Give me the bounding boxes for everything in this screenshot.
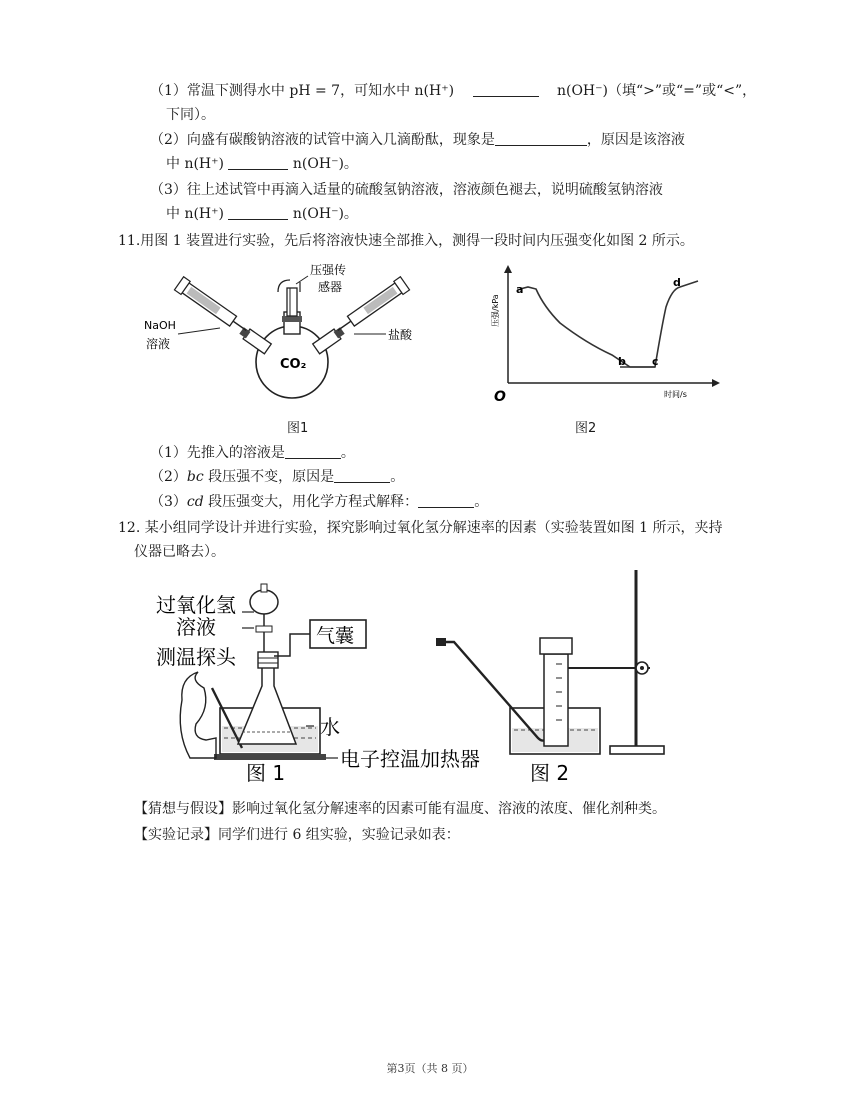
hypothesis-tag: 【猜想与假设】 xyxy=(134,801,232,817)
segment-cd: cd xyxy=(186,494,204,510)
x-axis-label: 时间/s xyxy=(664,390,687,399)
q11-s1-end: 。 xyxy=(340,445,355,461)
origin-label: O xyxy=(494,389,506,405)
answer-blank[interactable] xyxy=(285,444,341,459)
point-c: c xyxy=(652,355,659,368)
q11-stem: 11.用图 1 装置进行实验，先后将溶液快速全部推入，测得一段时间内压强变化如图 2 所示。 xyxy=(118,233,694,249)
q10-part1-line2 xyxy=(166,106,215,124)
q10-p2-text3: 中 n(H⁺) xyxy=(166,156,229,172)
page-footer: 第3页（共 8 页） xyxy=(386,1062,474,1075)
figure-1-caption: 图1 xyxy=(287,421,309,436)
q11-sub3 xyxy=(150,493,488,511)
q11-sub2 xyxy=(150,468,404,486)
hypothesis-text: 影响过氧化氢分解速率的因素可能有温度、溶液的浓度、催化剂种类。 xyxy=(232,801,666,817)
separatory-funnel xyxy=(250,590,278,614)
q10-part3-line1 xyxy=(150,181,663,199)
q12-hypothesis xyxy=(134,800,666,818)
q10-p1-text: （1）常温下测得水中 pH = 7，可知水中 n(H⁺) xyxy=(150,83,459,99)
q11-s2-end: 。 xyxy=(390,469,405,485)
q10-part2-line1 xyxy=(150,131,685,149)
q10-part2-line2 xyxy=(166,155,358,173)
q12-stem-line2: 仪器已略去）。 xyxy=(134,544,225,560)
q10-p1-text3: 下同）。 xyxy=(166,107,215,123)
pressure-curve xyxy=(520,281,698,367)
q10-p2-text: （2）向盛有碳酸钠溶液的试管中滴入几滴酚酞，现象是 xyxy=(150,132,495,148)
q10-p1-text2: n(OH⁻)（填“>”或“=”或“<”， xyxy=(552,83,757,99)
fig1-caption: 图 1 xyxy=(246,761,286,785)
q10-part1-line1 xyxy=(150,82,756,100)
figure-1-apparatus xyxy=(140,262,413,412)
point-d: d xyxy=(673,276,681,289)
water-label: 水 xyxy=(320,715,340,739)
stopper xyxy=(282,316,302,322)
figure-q12-1 xyxy=(156,584,480,785)
heater-label: 电子控温加热器 xyxy=(340,747,480,771)
sensor-rod xyxy=(287,288,297,316)
segment-bc: bc xyxy=(186,469,204,485)
q10-p2-text4: n(OH⁻)。 xyxy=(288,156,358,172)
balloon-label: 气囊 xyxy=(316,625,355,647)
clamp-hand xyxy=(180,672,216,758)
record-tag: 【实验记录】 xyxy=(134,827,218,843)
h2o2-label-2: 溶液 xyxy=(176,615,216,639)
naoh-label-2: 溶液 xyxy=(146,337,171,351)
q10-part3-line2 xyxy=(166,205,358,223)
answer-blank[interactable] xyxy=(334,468,390,483)
hcl-label: 盐酸 xyxy=(388,328,413,342)
delivery-tube xyxy=(442,642,554,741)
sensor-label-2: 感器 xyxy=(318,280,343,294)
answer-blank[interactable] xyxy=(228,155,288,170)
record-text: 同学们进行 6 组实验，实验记录如表： xyxy=(218,827,460,843)
answer-blank[interactable] xyxy=(228,205,288,220)
q10-p3-text2: 中 n(H⁺) xyxy=(166,206,229,222)
heater-plate xyxy=(214,754,326,760)
answer-blank[interactable] xyxy=(473,82,539,97)
figure-2-pressure-chart xyxy=(480,265,730,410)
figure-q12-apparatus xyxy=(150,568,730,786)
co2-label: CO₂ xyxy=(280,357,307,372)
y-axis-label: 压强/kPa xyxy=(491,294,500,327)
fig2-caption: 图 2 xyxy=(530,761,570,785)
naoh-label-1: NaOH xyxy=(144,319,176,332)
q11-s2-text2: 段压强不变，原因是 xyxy=(203,469,335,485)
q11-s1-text: （1）先推入的溶液是 xyxy=(150,445,285,461)
figure-2-caption: 图2 xyxy=(575,421,597,436)
q10-p3-text: （3）往上述试管中再滴入适量的硫酸氢钠溶液，溶液颜色褪去，说明硫酸氢钠溶液 xyxy=(150,182,663,198)
q11-s3-end: 。 xyxy=(474,494,489,510)
q11-sub1 xyxy=(150,444,355,462)
graduated-cylinder xyxy=(544,654,568,746)
q11-s3-text: （3） xyxy=(150,494,187,510)
probe-label: 测温探头 xyxy=(156,645,236,669)
h2o2-label-1: 过氧化氢 xyxy=(156,593,236,617)
point-a: a xyxy=(516,283,524,296)
iron-stand-base xyxy=(610,746,664,754)
syringe-left xyxy=(174,277,250,337)
answer-blank[interactable] xyxy=(418,493,474,508)
sensor-label-1: 压强传 xyxy=(310,263,347,277)
q11-s2-text: （2） xyxy=(150,469,187,485)
point-b: b xyxy=(618,355,626,368)
q10-p2-text2: ，原因是该溶液 xyxy=(586,132,685,148)
answer-blank[interactable] xyxy=(495,131,587,146)
q12-record xyxy=(134,826,460,844)
q10-p3-text3: n(OH⁻)。 xyxy=(288,206,358,222)
q12-stem-line1: 12. 某小组同学设计并进行实验，探究影响过氧化氢分解速率的因素（实验装置如图 1 所示，夹持 xyxy=(118,520,723,536)
q11-s3-text2: 段压强变大，用化学方程式解释： xyxy=(203,494,419,510)
